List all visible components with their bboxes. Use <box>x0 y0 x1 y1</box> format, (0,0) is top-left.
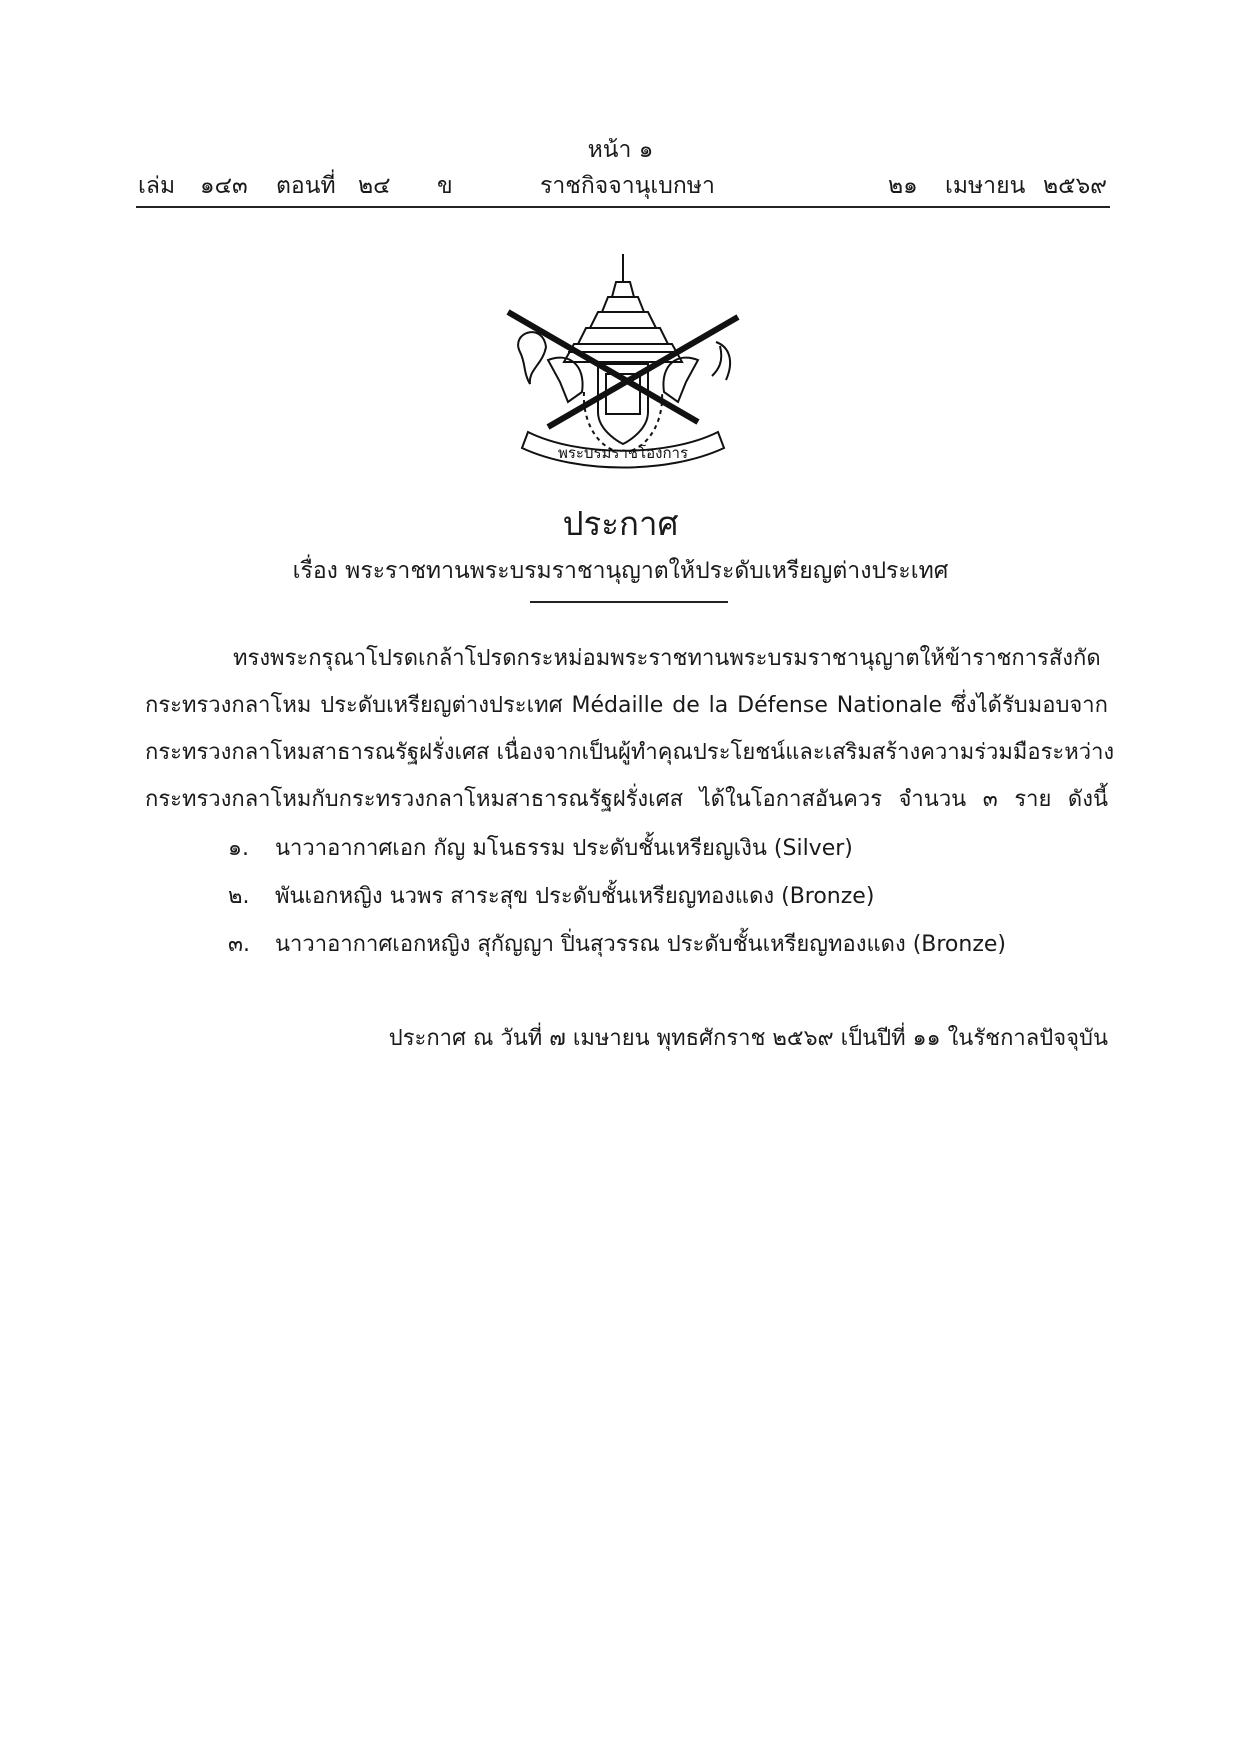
issue-label: ตอนที่ <box>276 173 336 199</box>
document-subject: เรื่อง พระราชทานพระบรมราชานุญาตให้ประดับเหรียญต่างประเทศ <box>292 558 949 584</box>
list-item <box>228 830 853 865</box>
title-divider <box>530 601 728 603</box>
list-number: ๑. <box>228 836 249 861</box>
recipient-text: พันเอกหญิง นวพร สาระสุข ประดับชั้นเหรียญทองแดง (Bronze) <box>275 884 875 909</box>
list-item <box>228 926 1006 961</box>
volume-number: ๑๔๓ <box>200 173 248 199</box>
body-line: กระทรวงกลาโหม ประดับเหรียญต่างประเทศ Médaille de la Défense Nationale ซึ่งได้รับมอบจาก <box>145 693 1108 718</box>
body-line: ทรงพระกรุณาโปรดเกล้าโปรดกระหม่อมพระราชทานพระบรมราชานุญาตให้ข้าราชการสังกัด <box>233 646 1101 671</box>
recipient-text: นาวาอากาศเอก กัญ มโนธรรม ประดับชั้นเหรียญเงิน (Silver) <box>275 836 853 861</box>
recipient-text: นาวาอากาศเอกหญิง สุกัญญา ปิ่นสุวรรณ ประดับชั้นเหรียญทองแดง (Bronze) <box>275 932 1007 957</box>
gazette-name: ราชกิจจานุเบกษา <box>540 173 715 199</box>
body-line: กระทรวงกลาโหมสาธารณรัฐฝรั่งเศส เนื่องจากเป็นผู้ทำคุณประโยชน์และเสริมสร้างความร่วมมือระหว่าง <box>145 740 1115 765</box>
date-day: ๒๑ <box>888 173 918 199</box>
closing-statement: ประกาศ ณ วันที่ ๗ เมษายน พุทธศักราช ๒๕๖๙ เป็นปีที่ ๑๑ ในรัชกาลปัจจุบัน <box>388 1026 1108 1051</box>
royal-garuda-emblem-icon <box>498 252 748 474</box>
section-letter: ข <box>437 173 453 199</box>
date-year: ๒๕๖๙ <box>1043 173 1108 199</box>
list-number: ๓. <box>228 932 251 957</box>
svg-text:พระบรมราชโองการ: พระบรมราชโองการ <box>557 444 689 462</box>
page-number: หน้า ๑ <box>587 137 654 163</box>
document-title: ประกาศ <box>562 504 679 543</box>
header-divider <box>136 206 1110 208</box>
body-line: กระทรวงกลาโหมกับกระทรวงกลาโหมสาธารณรัฐฝรั่งเศส ได้ในโอกาสอันควร จำนวน ๓ ราย ดังนี้ <box>145 787 1108 812</box>
volume-label: เล่ม <box>138 173 176 199</box>
date-month: เมษายน <box>945 173 1026 199</box>
issue-number: ๒๔ <box>358 173 391 199</box>
list-item <box>228 878 874 913</box>
list-number: ๒. <box>228 884 250 909</box>
